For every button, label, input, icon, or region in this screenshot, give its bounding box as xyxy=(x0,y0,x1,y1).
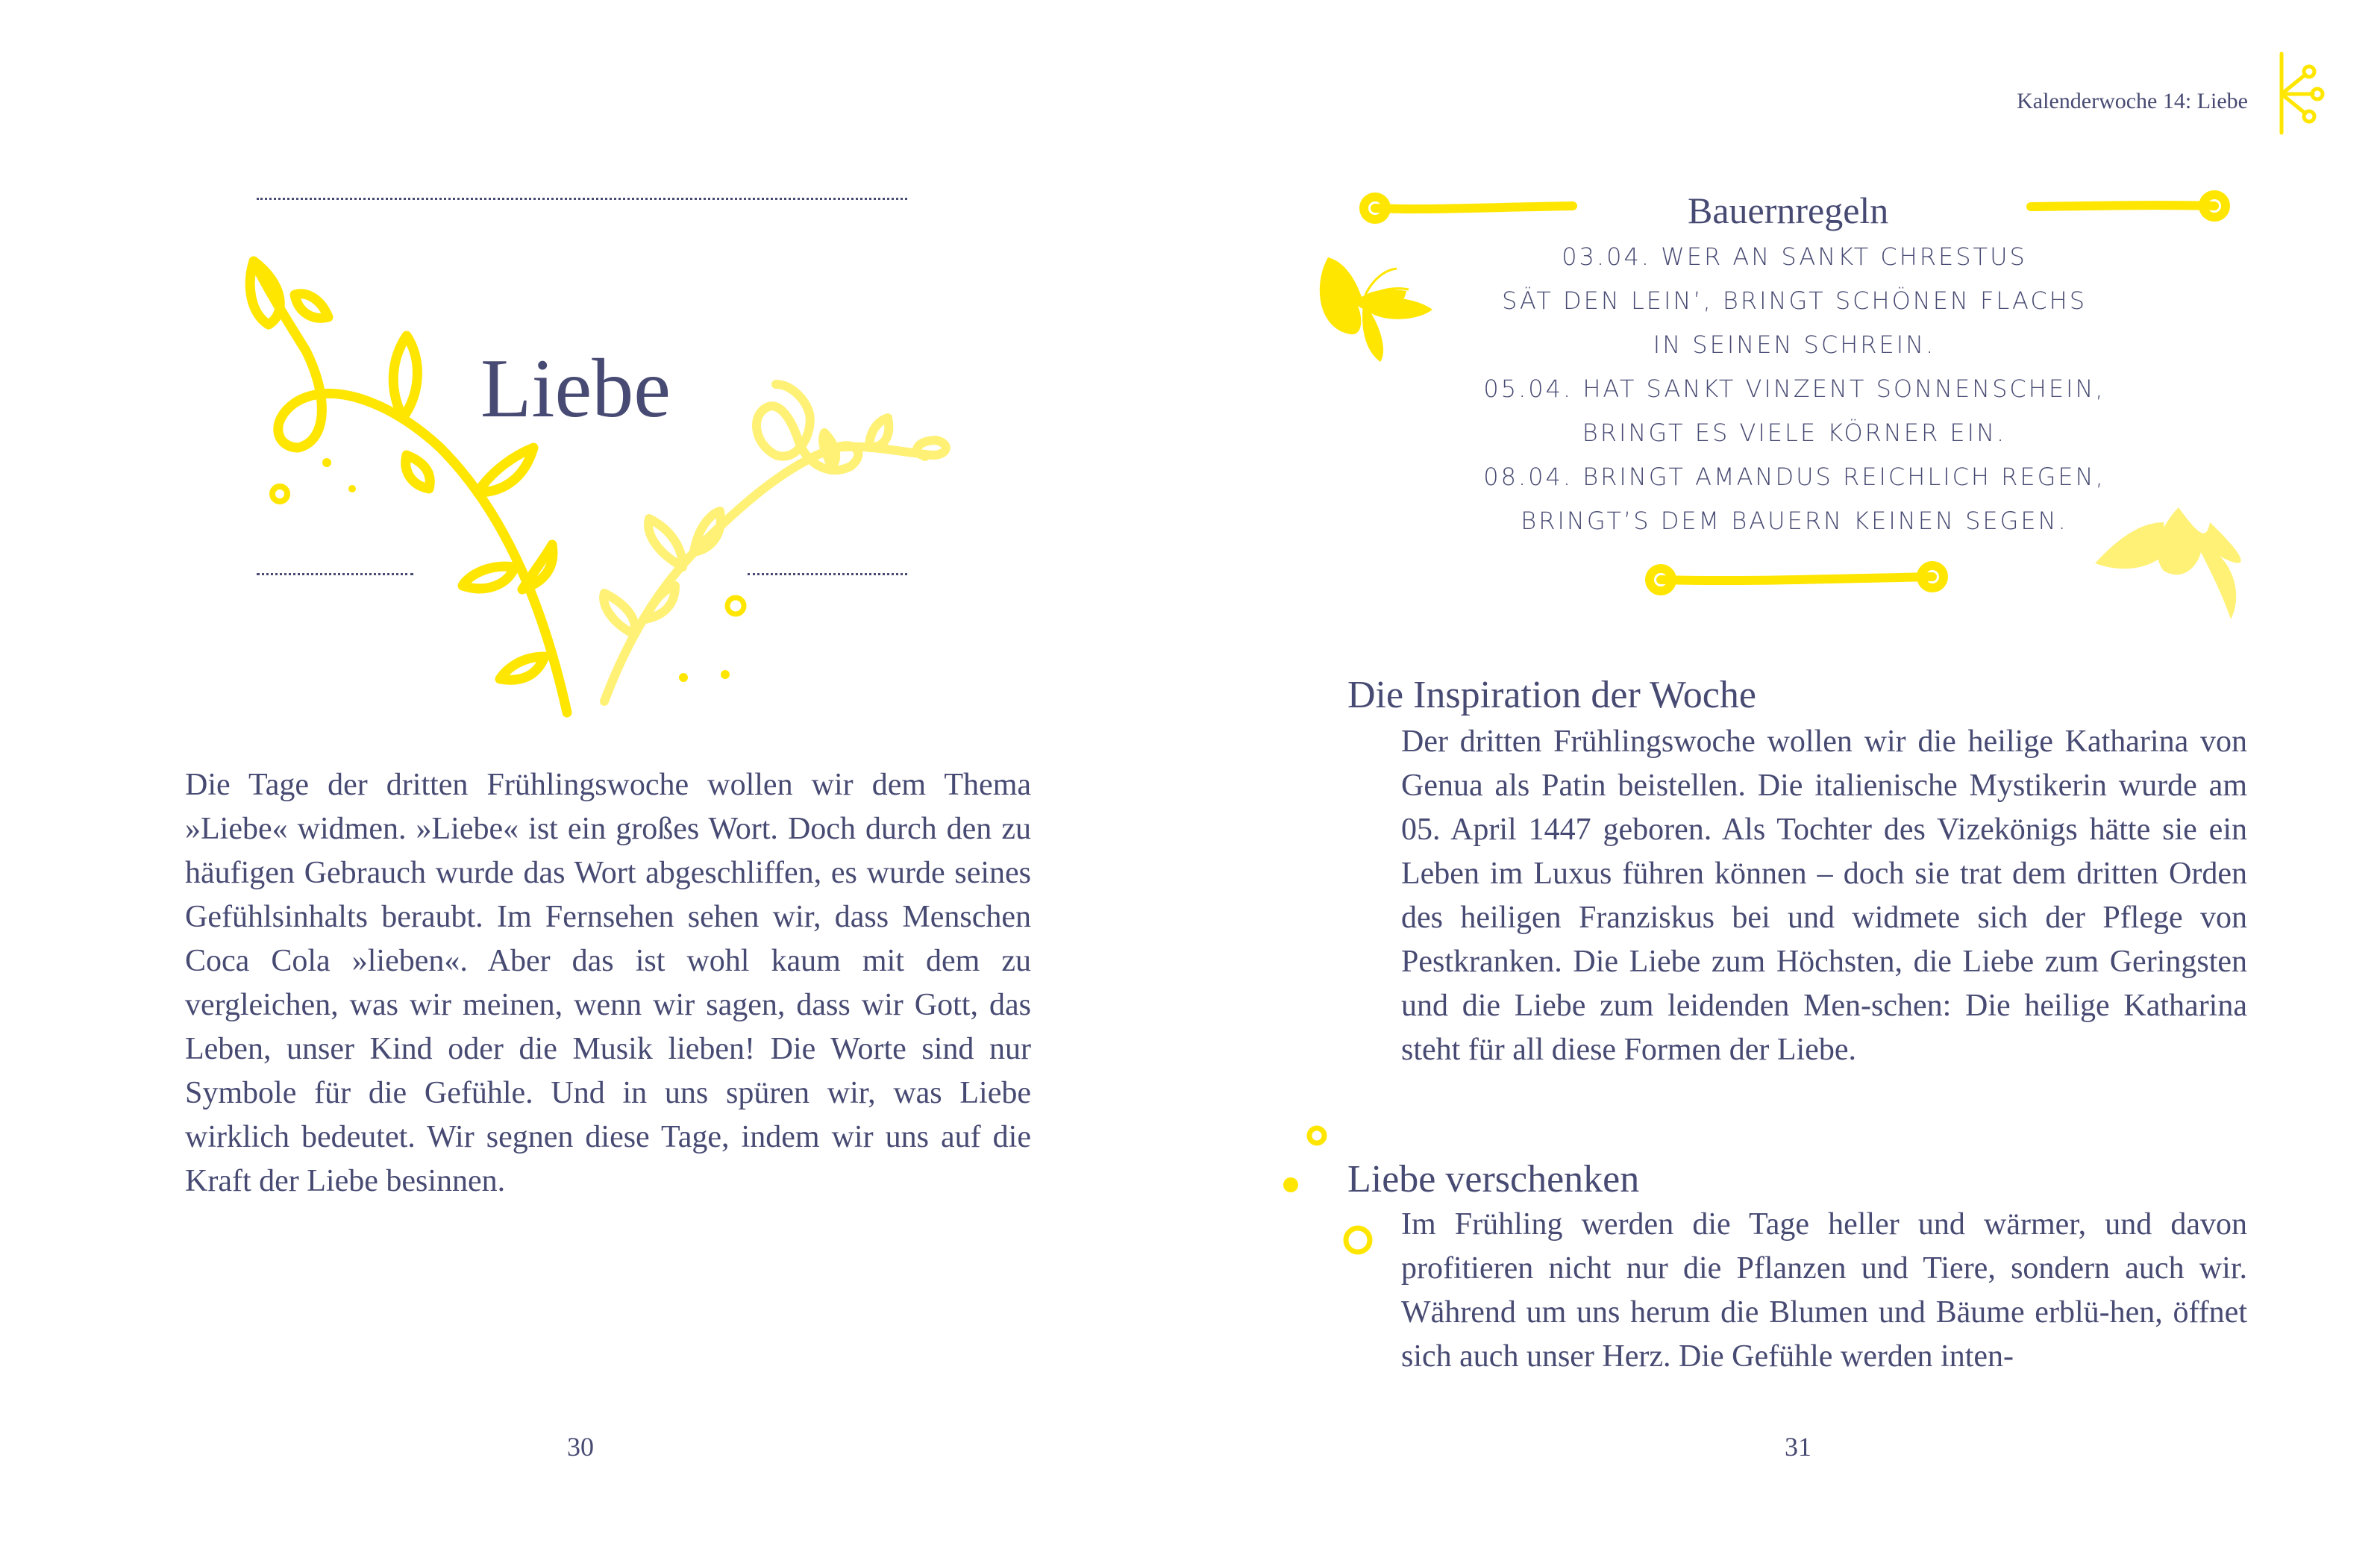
page-number-left: 30 xyxy=(567,1432,594,1462)
rule-line: 03.04. WER AN SANKT CHRESTUS xyxy=(1562,242,2027,271)
rule-line: IN SEINEN SCHREIN. xyxy=(1653,331,1936,359)
section-heading-verschenken: Liebe verschenken xyxy=(1347,1158,1640,1201)
section-text-verschenken: Im Frühling werden die Tage heller und wärmer, und davon profitieren nicht nur die Pflanzen und Tiere, sondern auch wir. Während um uns herum die Blumen und Bäume erblü-hen, öffnet sich auch unser Herz. Die Gefühle werden inten- xyxy=(1401,1207,2247,1374)
page-title: Liebe xyxy=(480,342,671,435)
rule-line: 08.04. BRINGT AMANDUS REICHLICH REGEN, xyxy=(1483,463,2105,491)
rule-line: SÄT DEN LEIN’, BRINGT SCHÖNEN FLACHS xyxy=(1501,287,2088,315)
running-header: Kalenderwoche 14: Liebe xyxy=(2017,89,2248,113)
section-text-inspiration: Der dritten Frühlingswoche wollen wir die heilige Katharina von Genua als Patin beistellen. Die italienische Mystikerin wurde am 05. April 1447 geboren. Als Tochter des Vizekönigs hätte sie ein Leben im Luxus führen können – doch sie trat dem dritten Orden des heiligen Franziskus bei und widmete sich der Pflege von Pestkranken. Die Liebe zum Höchsten, die Liebe zum Geringsten und die Liebe zum leidenden Men-schen: Die heilige Katharina steht für all diese Formen der Liebe. xyxy=(1401,724,2247,1067)
rule-line: BRINGT’S DEM BAUERN KEINEN SEGEN. xyxy=(1521,507,2068,535)
page-number-right: 31 xyxy=(1785,1432,1811,1462)
rule-line: BRINGT ES VIELE KÖRNER EIN. xyxy=(1582,419,2007,447)
section-heading-inspiration: Die Inspiration der Woche xyxy=(1347,674,1756,716)
rule-line: 05.04. HAT SANKT VINZENT SONNENSCHEIN, xyxy=(1483,375,2105,403)
bauernregeln-title: Bauernregeln xyxy=(1688,190,1889,231)
intro-paragraph: Die Tage der dritten Frühlingswoche wollen wir dem Thema »Liebe« widmen. »Liebe« ist ein großes Wort. Doch durch den zu häufigen Gebrauch wurde das Wort abgeschliffen, es wurde seines Gefühlsinhalts beraubt. Im Fernsehen sehen wir, dass Menschen Coca Cola »lieben«. Aber das ist wohl kaum mit dem zu vergleichen, was wir meinen, wenn wir sagen, dass wir Gott, das Leben, unser Kind oder die Musik lieben! Die Worte sind nur Symbole für die Gefühle. Und in uns spüren wir, was Liebe wirklich bedeutet. Wir segnen diese Tage, indem wir uns auf die Kraft der Liebe besinnen. xyxy=(185,768,1031,1198)
